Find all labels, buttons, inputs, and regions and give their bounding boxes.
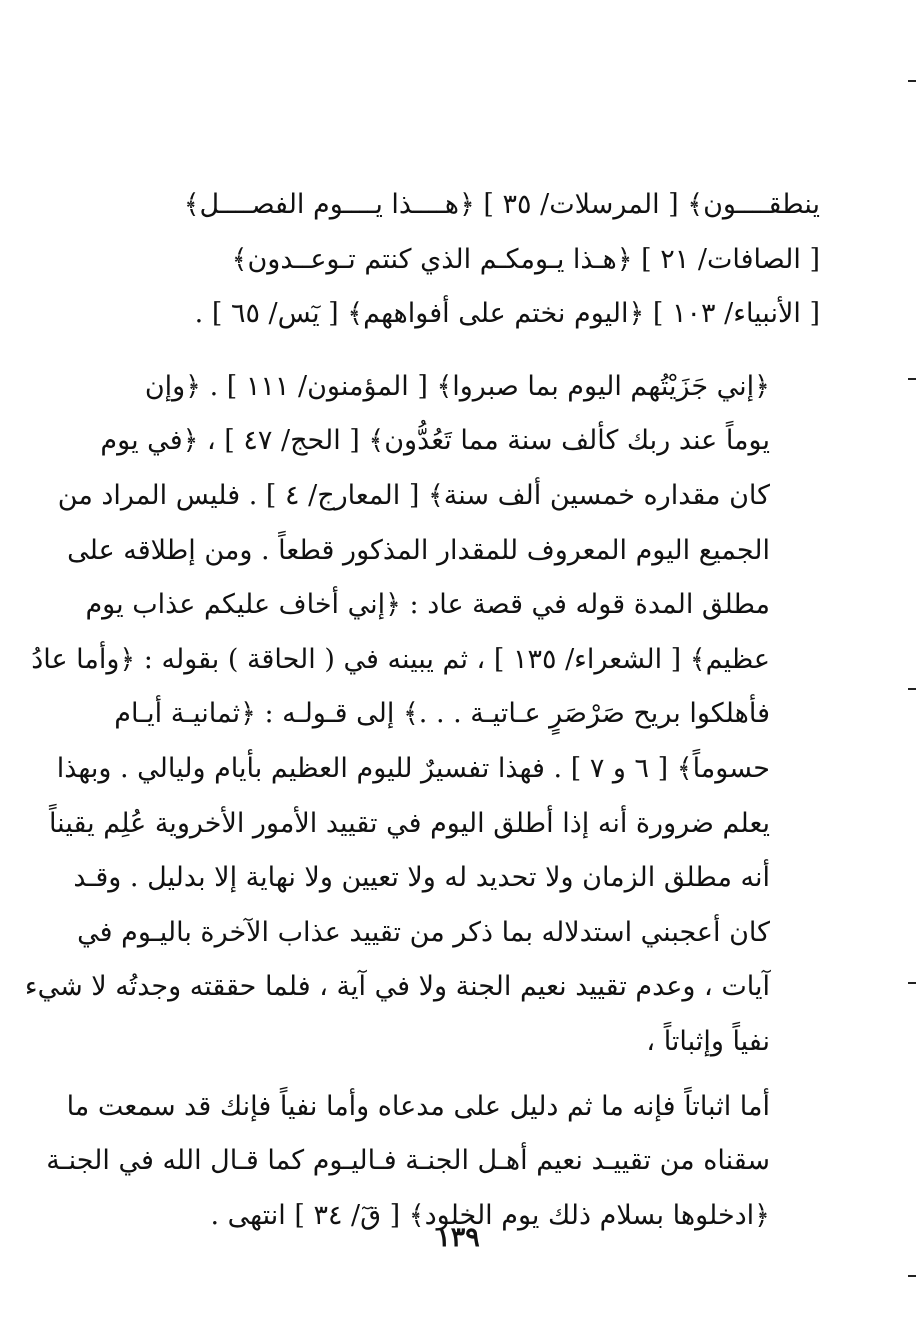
text-line: فأهلكوا بريح صَرْصَرٍ عـاتيـة . . .﴾ إلى قـولـه : ﴿ثمانيـة أيـام [114, 698, 770, 730]
text-line: ﴿إني جَزَيْتُهم اليوم بما صبروا﴾ [ المؤمنون/ ١١١ ] . ﴿وإن [144, 370, 770, 402]
page-body [24, 178, 820, 1243]
text-line: [ الصافات/ ٢١ ] ﴿هـذا يـومكـم الذي كنتم تـوعــدون﴾ [231, 243, 820, 275]
text-line: أنه مطلق الزمان ولا تحديد له ولا تعيين ولا نهاية إلا بدليل . وقـد [73, 862, 770, 894]
text-line: مطلق المدة قوله في قصة عاد : ﴿إني أخاف عليكم عذاب يوم [85, 589, 770, 621]
paragraph-meaning-of-day [24, 360, 820, 1070]
margin-tick [908, 378, 916, 380]
text-line: سقناه من تقييـد نعيم أهـل الجنـة فـاليـوم كما قـال الله في الجنـة [46, 1145, 770, 1177]
margin-tick [908, 80, 916, 82]
text-line: يوماً عند ربك كألف سنة مما تَعُدُّون﴾ [ الحج/ ٤٧ ] ، ﴿في يوم [100, 425, 770, 457]
text-line: عظيم﴾ [ الشعراء/ ١٣٥ ] ، ثم يبينه في ( الحاقة ) بقوله : ﴿وأما عادُ [31, 643, 770, 675]
margin-tick [908, 688, 916, 690]
text-line: كان أعجبني استدلاله بما ذكر من تقييد عذاب الآخرة باليـوم في [77, 916, 770, 948]
text-line: كان مقداره خمسين ألف سنة﴾ [ المعارج/ ٤ ] . فليس المراد من [57, 479, 770, 511]
text-line: أما اثباتاً فإنه ما ثم دليل على مدعاه وأما نفياً فإنك قد سمعت ما [66, 1090, 770, 1122]
paragraph-conclusion [46, 1080, 820, 1244]
text-line: حسوماً﴾ [ ٦ و ٧ ] . فهذا تفسيرٌ لليوم العظيم بأيام وليالي . وبهذا [56, 752, 770, 784]
text-line: الجميع اليوم المعروف للمقدار المذكور قطعاً . ومن إطلاقه على [67, 534, 770, 566]
text-line: ينطقــــون﴾ [ المرسلات/ ٣٥ ] ﴿هــــذا يــــوم الفصــــل﴾ [183, 189, 820, 220]
margin-tick [908, 982, 916, 984]
page-number: ١٣٩ [436, 1222, 480, 1253]
text-line: يعلم ضرورة أنه إذا أطلق اليوم في تقييد الأمور الأخروية عُلِم يقيناً [48, 807, 770, 839]
paragraph-quran-citations [130, 178, 820, 342]
text-line: نفياً وإثباتاً ، [646, 1025, 770, 1057]
text-line: [ الأنبياء/ ١٠٣ ] ﴿اليوم نختم على أفواههم﴾ [ يٓس/ ٦٥ ] . [194, 298, 820, 330]
text-line: ﴿ادخلوها بسلام ذلك يوم الخلود﴾ [ قٓ/ ٣٤ ] انتهى . [210, 1199, 770, 1231]
text-line: آيات ، وعدم تقييد نعيم الجنة ولا في آية ، فلما حققته وجدتُه لا شيء [24, 971, 770, 1003]
margin-tick [908, 1275, 916, 1277]
